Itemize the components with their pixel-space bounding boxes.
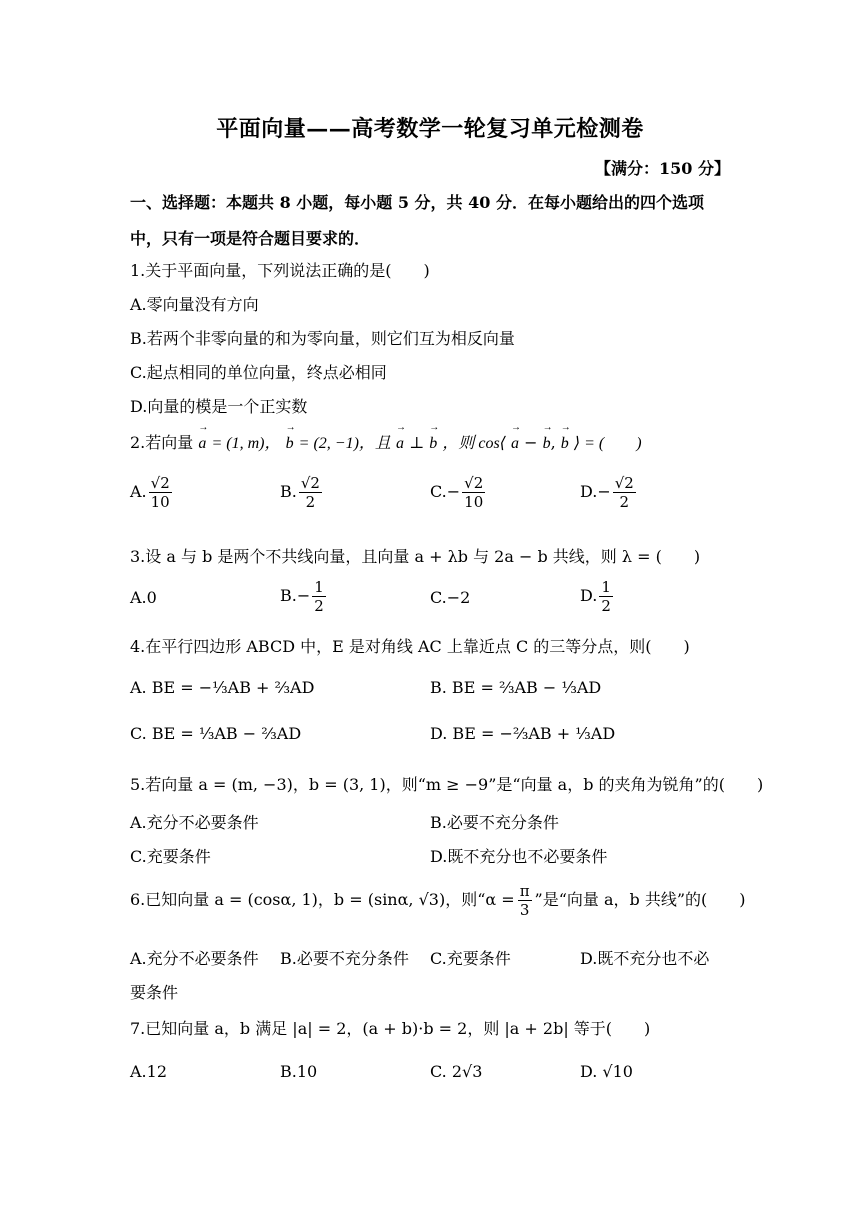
question-5-option-a: A.充分不必要条件 [130,813,259,832]
question-7-option-c: C. 2√3 [430,1062,483,1081]
q2-eq2: = (2, −1)，且 [298,435,391,452]
vector-b: → b [543,435,551,453]
question-5-stem: 5.若向量 a = (m, −3)，b = (3, 1)，则“m ≥ −9”是“向量 a，b 的夹角为锐角”的( ) [130,775,764,794]
vector-a: → a [396,435,404,453]
question-1-option-c: C.起点相同的单位向量，终点必相同 [130,363,387,382]
question-7-option-d: D. √10 [580,1062,633,1081]
question-1-stem: 1.关于平面向量，下列说法正确的是( ) [130,261,430,280]
question-5-option-b: B.必要不充分条件 [430,813,559,832]
question-3-option-d [580,578,615,615]
question-5-option-d: D.既不充分也不必要条件 [430,847,608,866]
question-6-option-d: D.既不充分也不必 [580,949,710,968]
page-title: 平面向量——高考数学一轮复习单元检测卷 [216,116,644,142]
vector-b: → b [286,435,294,453]
q6-stem-a: 6.已知向量 a = (cosα, 1)，b = (sinα, √3)，则“α = [130,890,515,909]
option-letter: B. [280,482,297,501]
frac-den: 2 [314,597,324,615]
question-3-option-b [280,578,328,615]
q2-eq3: ，则 cos⟨ [442,435,506,452]
q2-stem-text: 2.若向量 [130,433,194,452]
question-6-option-c: C.充要条件 [430,949,511,968]
question-4-option-b: B. BE = ⅔AB − ⅓AD [430,678,602,697]
frac-num: √2 [614,474,634,492]
section-heading-line2: 中，只有一项是符合题目要求的． [130,229,371,248]
question-2-stem: 2.若向量 → a = (1, m)， → b = (2, −1)，且 → a ⊥ → b ，则 cos⟨ → a − → b, → b ⟩ = ( ) [130,430,642,453]
question-4-option-a: A. BE = −⅓AB + ⅔AD [130,678,315,697]
q2-eq4: ⟩ = ( ) [573,435,642,452]
frac-den: 2 [619,493,630,511]
question-3-option-c: C.−2 [430,588,471,607]
option-letter: C.− [430,482,461,501]
full-score: 【满分：150 分】 [595,159,730,178]
question-4-stem: 4.在平行四边形 ABCD 中，E 是对角线 AC 上靠近点 C 的三等分点，则( ) [130,637,690,656]
question-2-option-a [130,474,174,511]
question-5-option-c: C.充要条件 [130,847,211,866]
question-1-option-b: B.若两个非零向量的和为零向量，则它们互为相反向量 [130,329,515,348]
question-4-option-d: D. BE = −⅔AB + ⅓AD [430,724,616,743]
vector-b: → b [561,435,569,453]
question-2-option-c [430,474,487,511]
q2-eq1: = (1, m)， [211,435,281,452]
question-7-option-a: A.12 [130,1062,167,1081]
option-letter: A. [130,482,147,501]
question-2-option-b [280,474,324,511]
question-6-option-a: A.充分不必要条件 [130,949,259,968]
option-letter: D. [580,586,598,605]
frac-den: 10 [150,493,170,511]
frac-num: √2 [300,474,320,492]
vector-a: → a [511,435,519,453]
frac-num: √2 [464,474,484,492]
question-2-option-d [580,474,638,511]
vector-a: → a [198,435,206,453]
frac-den: 10 [464,493,484,511]
question-7-option-b: B.10 [280,1062,318,1081]
option-letter: D.− [580,482,611,501]
question-4-option-c: C. BE = ⅓AB − ⅔AD [130,724,302,743]
frac-den: 3 [519,901,530,919]
question-3-option-a: A.0 [130,588,157,607]
q6-stem-b: ”是“向量 a，b 共线”的( ) [534,890,746,909]
frac-num: 1 [314,578,324,596]
option-letter: B.− [280,586,311,605]
question-3-stem: 3.设 a 与 b 是两个不共线向量，且向量 a + λb 与 2a − b 共线，则 λ = ( ) [130,547,701,566]
frac-den: 2 [305,493,316,511]
question-7-stem: 7.已知向量 a，b 满足 |a| = 2，(a + b)·b = 2，则 |a + 2b| 等于( ) [130,1019,651,1038]
question-6-stem [130,882,746,919]
question-6-option-b: B.必要不充分条件 [280,949,409,968]
question-1-option-a: A.零向量没有方向 [130,295,259,314]
question-1-option-d: D.向量的模是一个正实数 [130,397,308,416]
frac-num: 1 [601,578,611,596]
frac-num: π [519,882,530,900]
section-heading-line1: 一、选择题：本题共 8 小题，每小题 5 分，共 40 分．在每小题给出的四个选项 [130,193,704,212]
question-6-option-d-wrap: 要条件 [130,983,179,1002]
frac-den: 2 [601,597,611,615]
vector-b: → b [429,435,437,453]
frac-num: √2 [150,474,170,492]
